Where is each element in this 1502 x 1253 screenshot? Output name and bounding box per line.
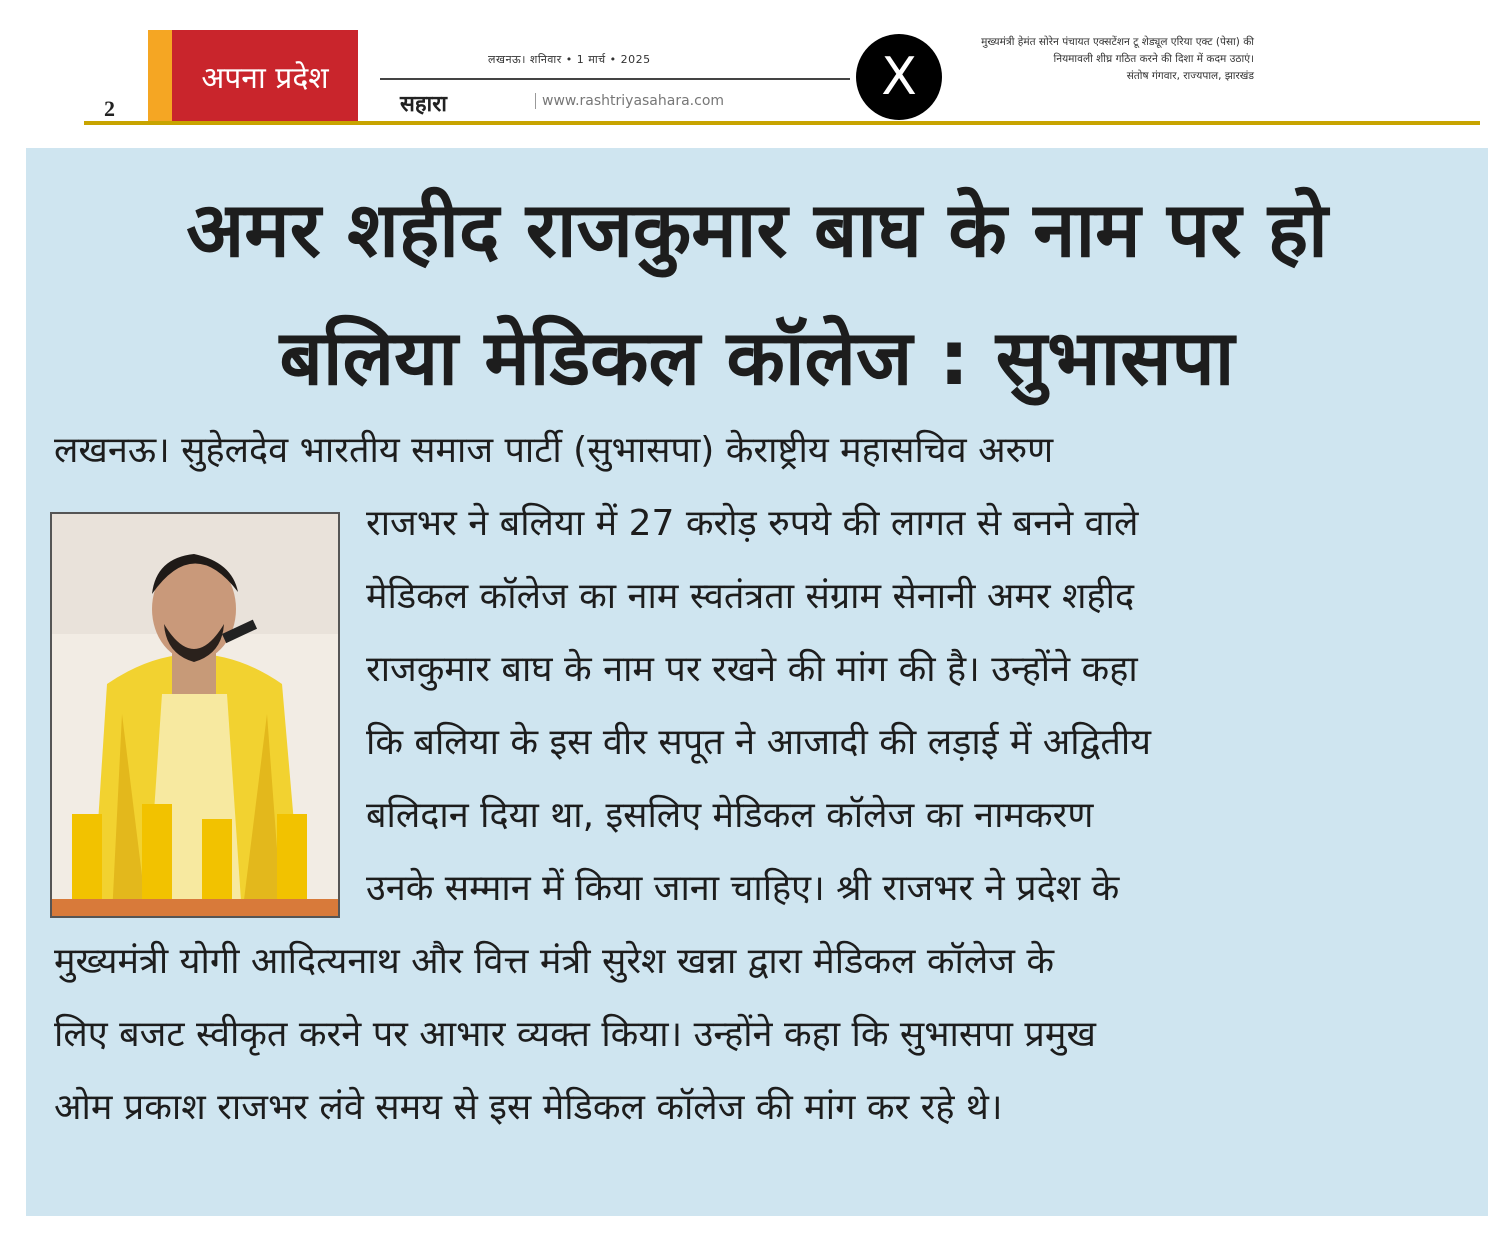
article-lead: [54, 414, 1464, 487]
website-link[interactable]: www.rashtriyasahara.com: [535, 93, 724, 109]
body-line: उनके सम्मान में किया जाना चाहिए। श्री राजभर ने प्रदेश के: [366, 868, 1120, 909]
section-title: अपना प्रदेश: [172, 30, 358, 122]
article-body-wrap: [366, 487, 1466, 925]
quote-text: मुख्यमंत्री हेमंत सोरेन पंचायत एक्सटेंशन टू शेड्यूल एरिया एक्ट (पेसा) की नियमावली शीघ्र गठित करने की दिशा में कदम उठाएं।: [981, 36, 1254, 65]
body-line: लखनऊ। सुहेलदेव भारतीय समाज पार्टी (सुभासपा) केराष्ट्रीय महासचिव अरुण: [54, 430, 1054, 471]
speaker-photo-illustration: [52, 514, 338, 916]
newspaper-brand: सहारा: [400, 92, 447, 117]
body-line: राजभर ने बलिया में 27 करोड़ रुपये की लागत से बनने वाले: [366, 503, 1139, 544]
body-line: मुख्यमंत्री योगी आदित्यनाथ और वित्त मंत्री सुरेश खन्ना द्वारा मेडिकल कॉलेज के: [54, 941, 1055, 982]
body-line: कि बलिया के इस वीर सपूत ने आजादी की लड़ाई में अद्वितीय: [366, 722, 1152, 763]
masthead-rule: [380, 78, 850, 80]
body-line: मेडिकल कॉलेज का नाम स्वतंत्रता संग्राम सेनानी अमर शहीद: [366, 576, 1135, 617]
article-box: [26, 148, 1488, 1216]
masthead-quote: [960, 34, 1254, 85]
x-logo-icon: X: [856, 34, 942, 120]
speaker-photo: [50, 512, 340, 918]
page-number: 2: [104, 96, 115, 121]
masthead-gold-rule: [84, 121, 1480, 125]
headline-line-2: बलिया मेडिकल कॉलेज : सुभासपा: [279, 313, 1235, 402]
masthead: [0, 0, 1502, 135]
headline-line-1: अमर शहीद राजकुमार बाघ के नाम पर हो: [186, 185, 1328, 274]
body-line: लिए बजट स्वीकृत करने पर आभार व्यक्त किया। उन्होंने कहा कि सुभासपा प्रमुख: [54, 1014, 1096, 1055]
section-accent-bar: [148, 30, 172, 122]
body-line: ओम प्रकाश राजभर लंवे समय से इस मेडिकल कॉलेज की मांग कर रहे थे।: [54, 1087, 1003, 1128]
article-body-full: [54, 925, 1474, 1144]
article-headline: [26, 166, 1488, 422]
quote-author: संतोष गंगवार, राज्यपाल, झारखंड: [1126, 70, 1254, 82]
body-line: बलिदान दिया था, इसलिए मेडिकल कॉलेज का नामकरण: [366, 795, 1094, 836]
body-line: राजकुमार बाघ के नाम पर रखने की मांग की है। उन्होंने कहा: [366, 649, 1138, 690]
dateline: लखनऊ। शनिवार • 1 मार्च • 2025: [488, 53, 651, 66]
